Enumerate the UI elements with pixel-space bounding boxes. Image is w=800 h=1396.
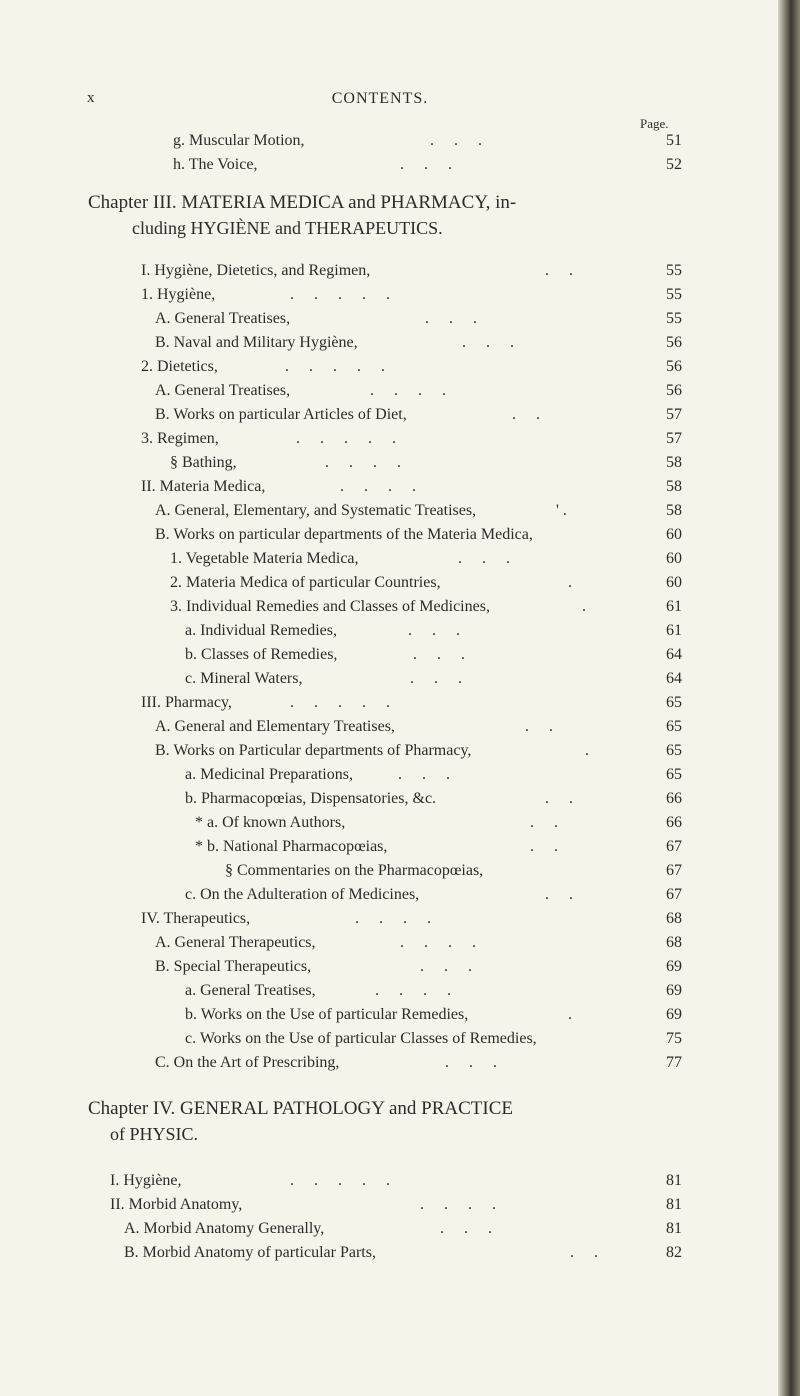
toc-entry [0, 1196, 760, 1220]
toc-entry [0, 334, 760, 358]
toc-page-number: 58 [666, 502, 682, 519]
toc-entry [0, 156, 760, 180]
toc-leader-dots: . . . . [400, 934, 476, 951]
toc-entry-title: I. Hygiène, [110, 1172, 182, 1189]
toc-page-number: 65 [666, 694, 682, 711]
toc-entry-title: a. Individual Remedies, [185, 622, 337, 639]
toc-page-number: 65 [666, 766, 682, 783]
toc-entry [0, 646, 760, 670]
toc-page-number: 66 [666, 814, 682, 831]
toc-entry-title: * b. National Pharmacopœias, [195, 838, 388, 855]
toc-page-number: 69 [666, 1006, 682, 1023]
toc-entry [0, 1124, 760, 1148]
toc-leader-dots: . . . [400, 156, 452, 173]
toc-entry [0, 1054, 760, 1078]
toc-entry-title: B. Works on Particular departments of Pharmacy, [155, 742, 472, 759]
toc-page-number: 69 [666, 958, 682, 975]
toc-entry [0, 310, 760, 334]
toc-leader-dots: . [568, 574, 572, 591]
toc-page-number: 77 [666, 1054, 682, 1071]
toc-page-number: 58 [666, 478, 682, 495]
toc-entry-title: A. General and Elementary Treatises, [155, 718, 395, 735]
toc-leader-dots: . . . [408, 622, 460, 639]
toc-page-number: 69 [666, 982, 682, 999]
toc-entry-title: I. Hygiène, Dietetics, and Regimen, [141, 262, 371, 279]
toc-leader-dots: . . . . . [296, 430, 396, 447]
toc-entry [0, 192, 760, 216]
toc-page-number: 68 [666, 934, 682, 951]
book-edge-shadow [778, 0, 800, 1396]
toc-page-number: 55 [666, 262, 682, 279]
toc-entry [0, 1244, 760, 1268]
toc-entry-title: § Bathing, [170, 454, 237, 471]
toc-entry-title: c. Mineral Waters, [185, 670, 303, 687]
toc-page-number: 56 [666, 334, 682, 351]
toc-leader-dots: . . . [398, 766, 450, 783]
toc-page-number: 66 [666, 790, 682, 807]
toc-page-number: 67 [666, 862, 682, 879]
toc-entry-title: B. Naval and Military Hygiène, [155, 334, 358, 351]
toc-page-number: 51 [666, 132, 682, 149]
toc-entry [0, 574, 760, 598]
toc-entry [0, 862, 760, 886]
toc-entry-title: Chapter IV. GENERAL PATHOLOGY and PRACTICE [88, 1098, 514, 1119]
toc-entry [0, 406, 760, 430]
toc-leader-dots: . . . . [355, 910, 431, 927]
toc-page-number: 60 [666, 550, 682, 567]
toc-entry-title: b. Works on the Use of particular Remedies, [185, 1006, 469, 1023]
toc-entry-title: 3. Regimen, [141, 430, 219, 447]
toc-entry-title: b. Classes of Remedies, [185, 646, 338, 663]
toc-leader-dots: . . . . [370, 382, 446, 399]
toc-entry [0, 1006, 760, 1030]
toc-leader-dots: . . . [420, 958, 472, 975]
toc-page-number: 65 [666, 742, 682, 759]
toc-page-number: 55 [666, 310, 682, 327]
toc-page-number: 61 [666, 622, 682, 639]
toc-entry-title: § Commentaries on the Pharmacopœias, [225, 862, 484, 879]
toc-entry [0, 958, 760, 982]
toc-entry [0, 454, 760, 478]
toc-entry [0, 742, 760, 766]
toc-entry-title: II. Morbid Anatomy, [110, 1196, 243, 1213]
toc-entry-title: A. General Therapeutics, [155, 934, 316, 951]
toc-entry [0, 982, 760, 1006]
toc-page-number: 60 [666, 526, 682, 543]
toc-entry-title: h. The Voice, [173, 156, 258, 173]
toc-entry [0, 358, 760, 382]
toc-entry [0, 526, 760, 550]
toc-entry-title: c. On the Adulteration of Medicines, [185, 886, 420, 903]
toc-leader-dots: . . . [410, 670, 462, 687]
toc-entry [0, 598, 760, 622]
toc-page-number: 58 [666, 454, 682, 471]
toc-page-number: 81 [666, 1220, 682, 1237]
toc-page-number: 60 [666, 574, 682, 591]
toc-page-number: 56 [666, 358, 682, 375]
toc-entry [0, 218, 760, 242]
toc-leader-dots: . . . . . [290, 1172, 390, 1189]
toc-leader-dots: . . [530, 838, 558, 855]
toc-entry-title: of PHYSIC. [110, 1124, 199, 1144]
toc-leader-dots: ' . [556, 502, 567, 519]
toc-page-number: 65 [666, 718, 682, 735]
toc-leader-dots: . . . . [340, 478, 416, 495]
toc-leader-dots: . . . . [420, 1196, 496, 1213]
toc-leader-dots: . . . [462, 334, 514, 351]
toc-page-number: 55 [666, 286, 682, 303]
toc-entry [0, 718, 760, 742]
toc-entry [0, 1220, 760, 1244]
toc-leader-dots: . . . [425, 310, 477, 327]
toc-entry-title: 1. Hygiène, [141, 286, 216, 303]
toc-entry [0, 814, 760, 838]
toc-entry [0, 430, 760, 454]
toc-entry [0, 838, 760, 862]
toc-page-number: 61 [666, 598, 682, 615]
toc-entry [0, 1172, 760, 1196]
toc-entry-title: 2. Dietetics, [141, 358, 218, 375]
toc-page-number: 82 [666, 1244, 682, 1261]
toc-leader-dots: . . . [458, 550, 510, 567]
toc-leader-dots: . . [570, 1244, 598, 1261]
toc-entry-title: a. Medicinal Preparations, [185, 766, 353, 783]
toc-leader-dots: . . . . . [285, 358, 385, 375]
toc-entry-title: A. General, Elementary, and Systematic Treatises, [155, 502, 477, 519]
toc-entry-title: a. General Treatises, [185, 982, 316, 999]
toc-entry-title: cluding HYGIÈNE and THERAPEUTICS. [132, 218, 443, 238]
toc-entry [0, 1030, 760, 1054]
page-column-label: Page. [640, 116, 669, 131]
toc-page-number: 81 [666, 1172, 682, 1189]
toc-page-number: 75 [666, 1030, 682, 1047]
toc-entry-title: A. General Treatises, [155, 382, 291, 399]
running-header [0, 90, 760, 110]
toc-entry-title: Chapter III. MATERIA MEDICA and PHARMACY, in- [88, 192, 517, 213]
toc-entry-title: b. Pharmacopœias, Dispensatories, &c. [185, 790, 437, 807]
toc-leader-dots: . . [545, 262, 573, 279]
toc-page-number: 81 [666, 1196, 682, 1213]
toc-entry-title: B. Works on particular Articles of Diet, [155, 406, 407, 423]
toc-entry-title: g. Muscular Motion, [173, 132, 305, 149]
toc-page-number: 67 [666, 886, 682, 903]
toc-entry-title: II. Materia Medica, [141, 478, 266, 495]
toc-entry [0, 766, 760, 790]
header-page-number: x [87, 90, 95, 106]
toc-page-number: 64 [666, 646, 682, 663]
toc-entry-title: B. Morbid Anatomy of particular Parts, [124, 1244, 376, 1261]
toc-leader-dots: . [568, 1006, 572, 1023]
toc-entry-title: III. Pharmacy, [141, 694, 232, 711]
toc-page-number: 67 [666, 838, 682, 855]
toc-leader-dots: . . . . . [290, 286, 390, 303]
toc-entry-title: 2. Materia Medica of particular Countries, [170, 574, 441, 591]
toc-entry-title: C. On the Art of Prescribing, [155, 1054, 340, 1071]
toc-leader-dots: . . [525, 718, 553, 735]
toc-leader-dots: . . . [413, 646, 465, 663]
toc-entry [0, 694, 760, 718]
toc-entry [0, 670, 760, 694]
toc-entry [0, 262, 760, 286]
toc-entry-title: c. Works on the Use of particular Classes of Remedies, [185, 1030, 537, 1047]
toc-entry [0, 478, 760, 502]
toc-entry-title: 3. Individual Remedies and Classes of Medicines, [170, 598, 490, 615]
toc-leader-dots: . . [530, 814, 558, 831]
toc-entry [0, 934, 760, 958]
header-title: CONTENTS. [331, 90, 429, 107]
toc-entry-title: * a. Of known Authors, [195, 814, 346, 831]
toc-entry-title: 1. Vegetable Materia Medica, [170, 550, 359, 567]
toc-page-number: 52 [666, 156, 682, 173]
toc-entry [0, 910, 760, 934]
toc-page-number: 57 [666, 430, 682, 447]
toc-entry-title: A. General Treatises, [155, 310, 291, 327]
toc-leader-dots: . . . [445, 1054, 497, 1071]
toc-leader-dots: . [585, 742, 589, 759]
toc-leader-dots: . . [545, 886, 573, 903]
toc-leader-dots: . . [545, 790, 573, 807]
toc-leader-dots: . . . [440, 1220, 492, 1237]
toc-leader-dots: . . . . [375, 982, 451, 999]
toc-entry-title: IV. Therapeutics, [141, 910, 251, 927]
toc-entry [0, 132, 760, 156]
toc-entry-title: B. Special Therapeutics, [155, 958, 312, 975]
toc-entry [0, 886, 760, 910]
toc-entry [0, 502, 760, 526]
toc-page-number: 68 [666, 910, 682, 927]
toc-entry-title: B. Works on particular departments of the Materia Medica, [155, 526, 533, 543]
toc-entry [0, 550, 760, 574]
toc-page-number: 56 [666, 382, 682, 399]
toc-leader-dots: . . . . [325, 454, 401, 471]
toc-leader-dots: . . . . . [290, 694, 390, 711]
toc-entry [0, 382, 760, 406]
toc-leader-dots: . . . [430, 132, 482, 149]
toc-entry [0, 622, 760, 646]
toc-entry [0, 286, 760, 310]
toc-leader-dots: . . [512, 406, 540, 423]
toc-page-number: 57 [666, 406, 682, 423]
toc-entry-title: A. Morbid Anatomy Generally, [124, 1220, 325, 1237]
toc-leader-dots: . [582, 598, 586, 615]
toc-entry [0, 790, 760, 814]
toc-entry [0, 1098, 760, 1122]
toc-page-number: 64 [666, 670, 682, 687]
